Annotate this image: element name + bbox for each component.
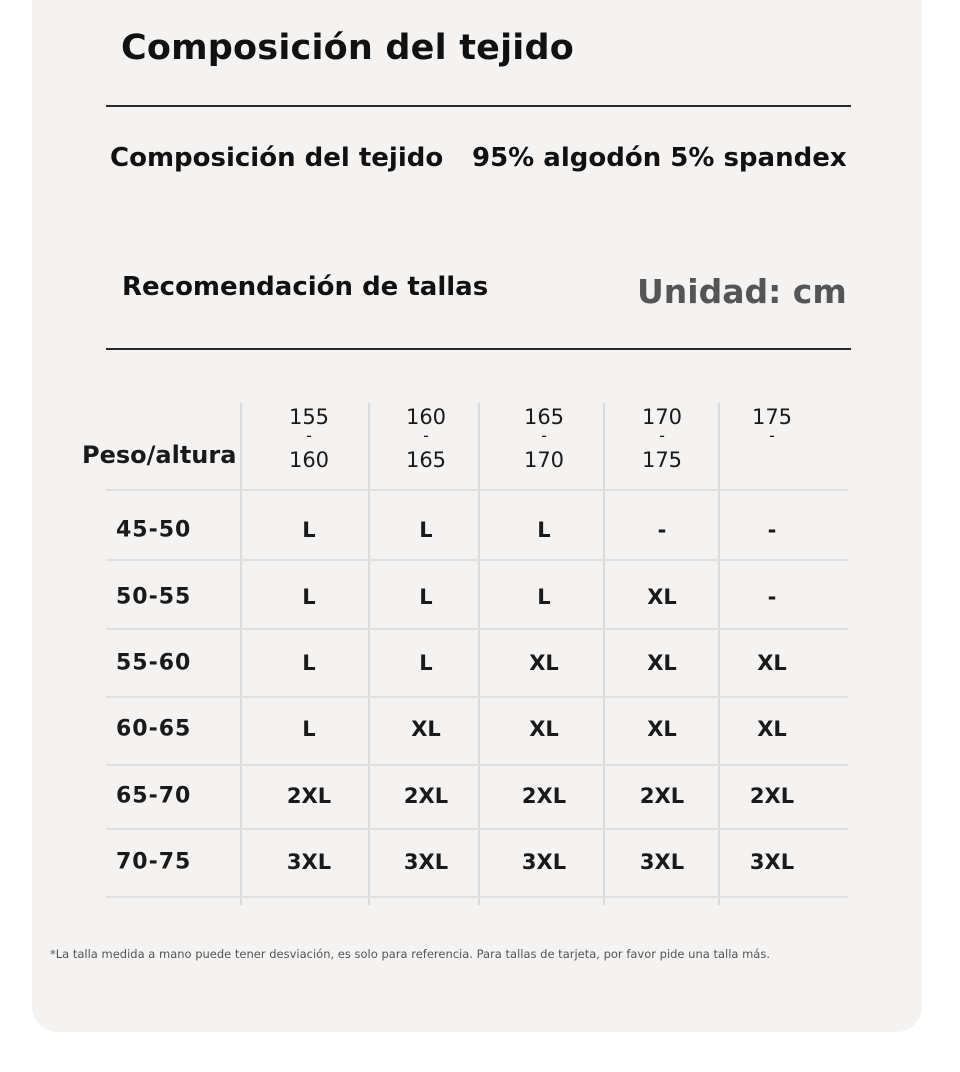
height-range-bottom: 175	[641, 448, 683, 472]
size-cell: XL	[411, 717, 441, 741]
size-cell: XL	[757, 651, 787, 675]
weight-range-label: 65-70	[116, 783, 192, 809]
size-cell: XL	[647, 717, 677, 741]
size-cell: L	[537, 518, 551, 542]
height-range-header	[732, 406, 812, 449]
size-cell: L	[419, 518, 433, 542]
size-cell: 3XL	[403, 850, 449, 874]
size-cell: 3XL	[639, 850, 685, 874]
size-cell: -	[657, 518, 667, 542]
size-cell: XL	[647, 651, 677, 675]
size-recommendation-label: Recomendación de tallas	[122, 272, 489, 302]
size-cell: -	[767, 518, 777, 542]
weight-range-label: 60-65	[116, 716, 192, 742]
size-cell: 2XL	[749, 784, 795, 808]
height-range-top: 155	[288, 405, 330, 429]
size-cell: XL	[529, 717, 559, 741]
height-range-sep: -	[541, 426, 547, 445]
height-range-header	[269, 406, 349, 472]
table-row-divider	[106, 628, 848, 630]
size-cell: L	[419, 585, 433, 609]
divider	[106, 348, 851, 350]
fabric-composition-label: Composición del tejido	[110, 143, 444, 173]
size-cell: 2XL	[639, 784, 685, 808]
size-cell: L	[302, 651, 316, 675]
table-row-divider	[106, 489, 848, 491]
size-cell: 3XL	[749, 850, 795, 874]
height-range-top: 160	[405, 405, 447, 429]
size-cell: L	[537, 585, 551, 609]
height-range-top: 175	[751, 405, 793, 429]
size-cell: 3XL	[286, 850, 332, 874]
size-cell: XL	[647, 585, 677, 609]
height-range-bottom: 165	[405, 448, 447, 472]
height-range-sep: -	[306, 426, 312, 445]
size-cell: L	[419, 651, 433, 675]
table-corner-header: Peso/altura	[82, 441, 237, 469]
weight-range-label: 55-60	[116, 650, 192, 676]
divider	[106, 105, 851, 107]
height-range-sep: -	[769, 426, 775, 445]
size-cell: XL	[529, 651, 559, 675]
height-range-header	[504, 406, 584, 472]
height-range-header	[386, 406, 466, 472]
height-range-sep: -	[659, 426, 665, 445]
footnote: *La talla medida a mano puede tener desviación, es solo para referencia. Para tallas de tarjeta, por favor pide una talla más.	[50, 947, 770, 961]
size-cell: 2XL	[403, 784, 449, 808]
size-cell: L	[302, 518, 316, 542]
size-cell: XL	[757, 717, 787, 741]
height-range-header	[622, 406, 702, 472]
height-range-bottom: 170	[523, 448, 565, 472]
table-row-divider	[106, 696, 848, 698]
fabric-composition-value: 95% algodón 5% spandex	[472, 143, 847, 173]
table-row-divider	[106, 896, 848, 898]
height-range-top: 170	[641, 405, 683, 429]
height-range-top: 165	[523, 405, 565, 429]
size-cell: 2XL	[521, 784, 567, 808]
size-cell: L	[302, 585, 316, 609]
weight-range-label: 45-50	[116, 517, 192, 543]
size-cell: 3XL	[521, 850, 567, 874]
table-row-divider	[106, 764, 848, 766]
size-cell: 2XL	[286, 784, 332, 808]
table-row-divider	[106, 559, 848, 561]
table-row-divider	[106, 828, 848, 830]
unit-label: Unidad: cm	[637, 272, 847, 311]
height-range-bottom: 160	[288, 448, 330, 472]
height-range-sep: -	[423, 426, 429, 445]
weight-range-label: 70-75	[116, 849, 192, 875]
size-cell: -	[767, 585, 777, 609]
section-title: Composición del tejido	[121, 28, 574, 68]
size-cell: L	[302, 717, 316, 741]
weight-range-label: 50-55	[116, 584, 192, 610]
